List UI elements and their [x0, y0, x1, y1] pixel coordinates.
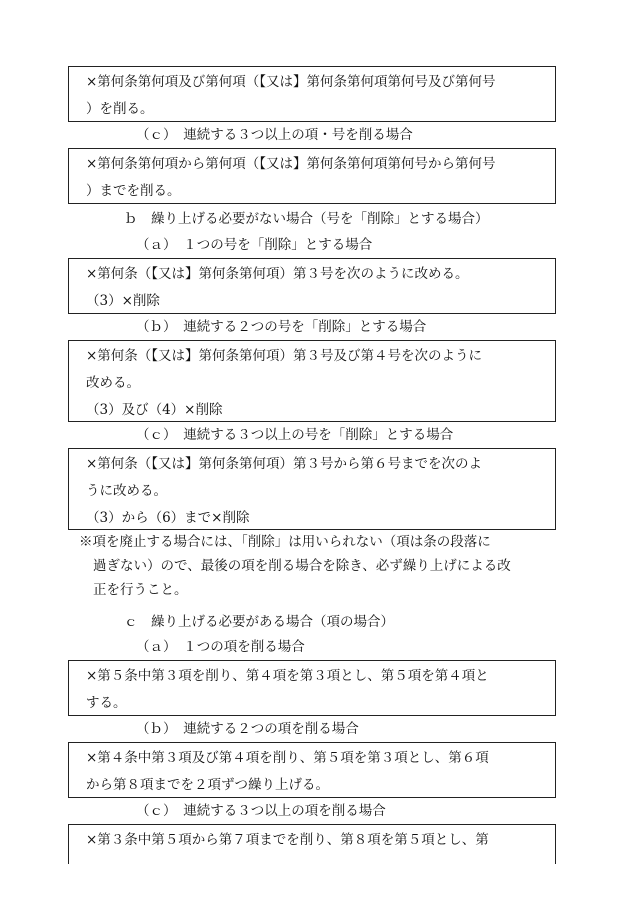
example-line: ×第何条（【又は】第何条第何項）第３号を次のように改める。 [86, 266, 469, 282]
example-line: 改める。 [86, 375, 140, 391]
heading-b-two-numbers-deleted: （ｂ） 連続する２つの号を「削除」とする場合 [136, 319, 427, 335]
example-line: （3）及び（4）×削除 [86, 402, 223, 418]
example-line: する。 [86, 695, 127, 711]
example-box-3 [68, 258, 556, 314]
heading-c-renumber-needed: ｃ 繰り上げる必要がある場合（項の場合） [124, 614, 394, 630]
example-box-1 [68, 66, 556, 122]
example-line: ×第何条（【又は】第何条第何項）第３号から第６号までを次のよ [86, 456, 483, 472]
heading-a-one-item-deleted: （ａ） １つの項を削る場合 [136, 639, 305, 655]
example-line: うに改める。 [86, 483, 167, 499]
note-line: 正を行うこと。 [93, 582, 188, 598]
heading-b-two-items-deleted: （ｂ） 連続する２つの項を削る場合 [136, 721, 359, 737]
example-box-5 [68, 448, 556, 530]
example-line: ×第何条第何項から第何項（【又は】第何条第何項第何号から第何号 [86, 156, 496, 172]
example-box-7 [68, 742, 556, 798]
example-line: から第８項までを２項ずつ繰り上げる。 [86, 777, 329, 793]
example-line: ）までを削る。 [86, 183, 181, 199]
heading-c-three-numbers-deleted: （ｃ） 連続する３つ以上の号を「削除」とする場合 [136, 427, 454, 443]
heading-c-consecutive-items: （ｃ） 連続する３つ以上の項・号を削る場合 [136, 127, 413, 143]
example-line: （3）×削除 [86, 293, 160, 309]
note-line: ※項を廃止する場合には、「削除」は用いられない（項は条の段落に [79, 534, 491, 550]
example-line: ×第５条中第３項を削り、第４項を第３項とし、第５項を第４項と [86, 668, 489, 684]
heading-c-three-items-deleted: （ｃ） 連続する３つ以上の項を削る場合 [136, 803, 386, 819]
example-box-8 [68, 824, 556, 864]
example-line: ×第何条第何項及び第何項（【又は】第何条第何項第何号及び第何号 [86, 74, 496, 90]
heading-a-one-number-deleted: （ａ） １つの号を「削除」とする場合 [136, 237, 373, 253]
example-line: ×第３条中第５項から第７項までを削り、第８項を第５項とし、第 [86, 832, 489, 848]
example-box-6 [68, 660, 556, 716]
example-line: ）を削る。 [86, 101, 154, 117]
example-line: （3）から（6）まで×削除 [86, 510, 250, 526]
example-line: ×第何条（【又は】第何条第何項）第３号及び第４号を次のように [86, 348, 483, 364]
note-line: 過ぎない）ので、最後の項を削る場合を除き、必ず繰り上げによる改 [93, 558, 511, 574]
example-box-4 [68, 340, 556, 422]
example-line: ×第４条中第３項及び第４項を削り、第５項を第３項とし、第６項 [86, 750, 489, 766]
heading-b-no-renumber: ｂ 繰り上げる必要がない場合（号を「削除」とする場合） [124, 211, 489, 227]
note-paragraph [79, 530, 511, 602]
example-box-2 [68, 148, 556, 204]
